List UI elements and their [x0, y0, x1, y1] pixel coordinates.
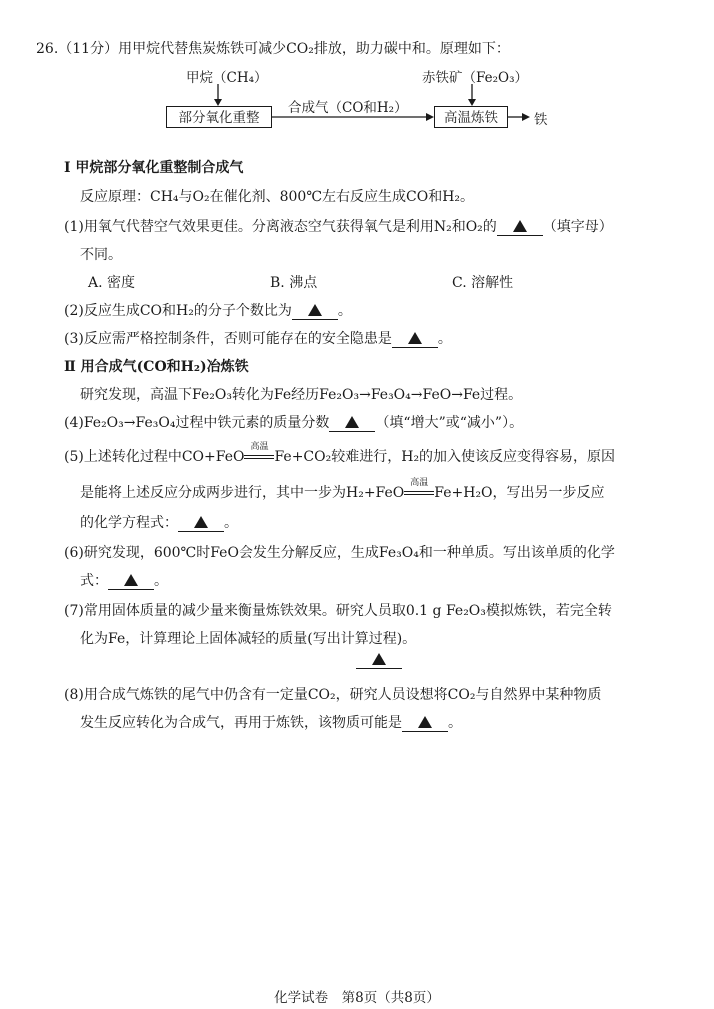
- q7-answer-blank[interactable]: [356, 652, 402, 669]
- condition-equals-sign: 高温: [404, 485, 434, 501]
- q5-line2: 是能将上述反应分成两步进行，其中一步为H₂+FeO 高温 Fe+H₂O，写出另一步反应: [80, 478, 605, 501]
- triangle-icon: [513, 220, 527, 232]
- diagram-arrows: [0, 0, 714, 140]
- section-2-intro: 研究发现，高温下Fe₂O₃转化为Fe经历Fe₂O₃→Fe₃O₄→FeO→Fe过程。: [80, 387, 523, 403]
- answer-blank[interactable]: [178, 515, 224, 532]
- question-header: 26.（11分）用甲烷代替焦炭炼铁可减少CO₂排放，助力碳中和。原理如下：: [36, 41, 510, 57]
- q1-line2: 不同。: [80, 247, 122, 263]
- page-footer: 化学试卷 第8页（共8页）: [274, 990, 440, 1006]
- q1-option-a: A. 密度: [88, 275, 136, 291]
- q3-line: (3)反应需严格控制条件，否则可能存在的安全隐患是 。: [64, 331, 452, 347]
- box-high-temp-ironmaking: 高温炼铁: [434, 106, 508, 128]
- answer-blank[interactable]: [402, 715, 448, 732]
- section-1-principle: 反应原理：CH₄与O₂在催化剂、800℃左右反应生成CO和H₂。: [80, 189, 475, 205]
- answer-blank[interactable]: [108, 573, 154, 590]
- q7-line1: (7)常用固体质量的减少量来衡量炼铁效果。研究人员取0.1 g Fe₂O₃模拟炼铁，若完全转: [64, 603, 612, 619]
- q6-line2: 式： 。: [80, 573, 168, 589]
- label-syngas: 合成气（CO和H₂）: [288, 100, 408, 116]
- q7-line2: 化为Fe，计算理论上固体减轻的质量(写出计算过程)。: [80, 631, 417, 647]
- triangle-icon: [124, 574, 138, 586]
- box-partial-oxidation: 部分氧化重整: [166, 106, 272, 128]
- q4-line: (4)Fe₂O₃→Fe₃O₄过程中铁元素的质量分数 （填“增大”或“减小”）。: [64, 415, 524, 431]
- triangle-icon: [418, 716, 432, 728]
- section-2-title: Ⅱ 用合成气(CO和H₂)冶炼铁: [64, 359, 249, 375]
- triangle-icon: [345, 416, 359, 428]
- q1-option-c: C. 溶解性: [452, 275, 514, 291]
- triangle-icon: [372, 653, 386, 665]
- q2-line: (2)反应生成CO和H₂的分子个数比为 。: [64, 303, 352, 319]
- input-hematite: 赤铁矿（Fe₂O₃）: [422, 70, 529, 86]
- q6-line1: (6)研究发现，600℃时FeO会发生分解反应，生成Fe₃O₄和一种单质。写出该单质的化学: [64, 545, 615, 561]
- answer-blank[interactable]: [497, 219, 543, 236]
- answer-blank[interactable]: [392, 331, 438, 348]
- triangle-icon: [308, 304, 322, 316]
- answer-blank[interactable]: [292, 303, 338, 320]
- section-1-title: Ⅰ 甲烷部分氧化重整制合成气: [64, 160, 244, 176]
- q8-line1: (8)用合成气炼铁的尾气中仍含有一定量CO₂，研究人员设想将CO₂与自然界中某种物质: [64, 687, 602, 703]
- input-methane: 甲烷（CH₄）: [186, 70, 268, 86]
- triangle-icon: [408, 332, 422, 344]
- triangle-icon: [194, 516, 208, 528]
- q1-option-b: B. 沸点: [270, 275, 318, 291]
- q8-line2: 发生反应转化为合成气，再用于炼铁，该物质可能是 。: [80, 715, 462, 731]
- answer-blank[interactable]: [356, 652, 402, 669]
- q5-line1: (5)上述转化过程中CO+FeO 高温 Fe+CO₂较难进行，H₂的加入使该反应变得容易，原因: [64, 442, 616, 465]
- q1-line1: (1)用氧气代替空气效果更佳。分离液态空气获得氧气是利用N₂和O₂的 （填字母）: [64, 219, 613, 235]
- q5-line3: 的化学方程式： 。: [80, 515, 238, 531]
- condition-equals-sign: 高温: [244, 449, 274, 465]
- answer-blank[interactable]: [329, 415, 375, 432]
- output-iron: 铁: [534, 112, 548, 128]
